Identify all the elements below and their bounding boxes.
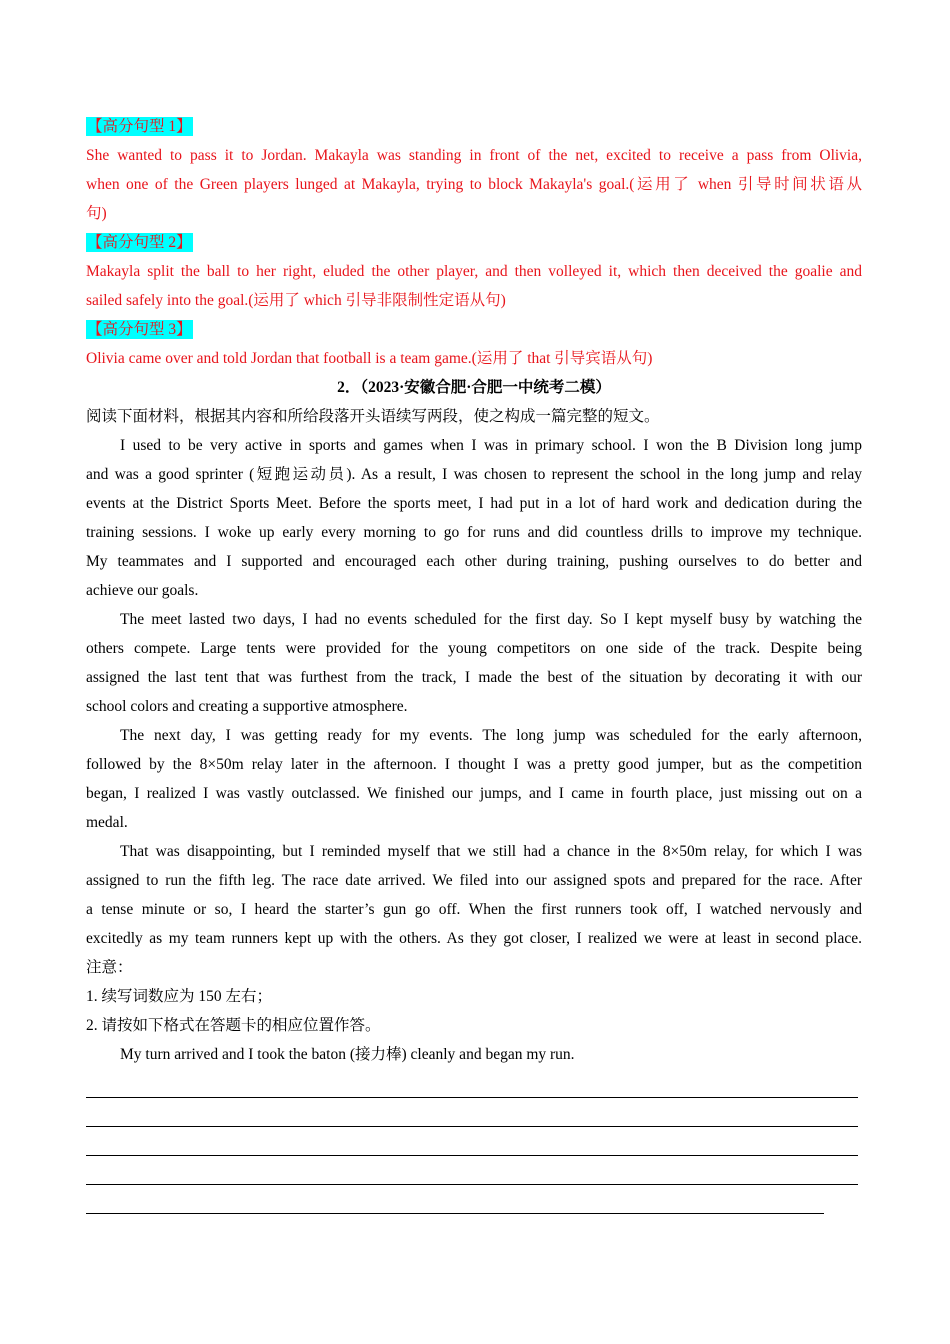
notes-title: 注意： <box>86 959 133 976</box>
question-instruction: 阅读下面材料，根据其内容和所给段落开头语续写两段，使之构成一篇完整的短文。 <box>86 408 660 425</box>
high-score-line: 句) <box>86 205 107 222</box>
high-score-line: She wanted to pass it to Jordan. Makayla was standing in front of the net, excited to receive a pass from Olivia, <box>86 147 862 164</box>
passage-line: The meet lasted two days, I had no events scheduled for the first day. So I kept myself busy by watching the <box>120 611 862 628</box>
passage-line: That was disappointing, but I reminded myself that we still had a chance in the 8×50m relay, for which I was <box>120 843 862 860</box>
answer-line[interactable] <box>86 1185 824 1214</box>
high-score-tag-3: 【高分句型 3】 <box>87 321 192 338</box>
passage-line: events at the District Sports Meet. Before the sports meet, I had put in a lot of hard work and dedication during the <box>86 495 862 512</box>
high-score-block-1 <box>86 112 862 141</box>
note-item: 1. 续写词数应为 150 左右； <box>86 988 273 1005</box>
question-heading: 2．（2023·安徽合肥·合肥一中统考二模） <box>337 379 611 396</box>
high-score-line: Makayla split the ball to her right, eluded the other player, and then volleyed it, which then deceived the goalie and <box>86 263 862 280</box>
high-score-line: when one of the Green players lunged at Makayla, trying to block Makayla's goal.(运用了 when 引导时间状语从 <box>86 176 862 193</box>
passage-line: I used to be very active in sports and games when I was in primary school. I won the B Division long jump <box>120 437 862 454</box>
passage-line: excitedly as my team runners kept up with the others. As they got closer, I realized we were at least in second place. <box>86 930 862 947</box>
answer-area[interactable] <box>86 1069 862 1214</box>
answer-line[interactable] <box>86 1098 858 1127</box>
high-score-line: sailed safely into the goal.(运用了 which 引导非限制性定语从句) <box>86 292 506 309</box>
answer-line[interactable] <box>86 1069 858 1098</box>
high-score-tag-1: 【高分句型 1】 <box>87 118 192 135</box>
high-score-block-3 <box>86 315 862 344</box>
passage-line: medal. <box>86 814 128 831</box>
continuation-start-sentence: My turn arrived and I took the baton (接力棒) cleanly and began my run. <box>120 1046 575 1063</box>
passage-line: assigned to run the fifth leg. The race date arrived. We filed into our assigned spots and prepared for the race. After <box>86 872 862 889</box>
passage-line: assigned the last tent that was furthest from the track, I made the best of the situation by decorating it with our <box>86 669 862 686</box>
note-item: 2. 请按如下格式在答题卡的相应位置作答。 <box>86 1017 381 1034</box>
passage-line: school colors and creating a supportive atmosphere. <box>86 698 408 715</box>
passage-line: began, I realized I was vastly outclassed. We finished our jumps, and I came in fourth place, just missing out on a <box>86 785 862 802</box>
passage-line: and was a good sprinter (短跑运动员). As a result, I was chosen to represent the school in the long jump and relay <box>86 466 862 483</box>
document-page <box>86 112 862 1214</box>
answer-line[interactable] <box>86 1156 858 1185</box>
high-score-block-2 <box>86 228 862 257</box>
passage-line: achieve our goals. <box>86 582 199 599</box>
passage-line: My teammates and I supported and encouraged each other during training, pushing ourselves to do better and <box>86 553 862 570</box>
high-score-tag-2: 【高分句型 2】 <box>87 234 192 251</box>
passage-line: training sessions. I woke up early every morning to go for runs and did countless drills to improve my technique. <box>86 524 862 541</box>
passage-line: others compete. Large tents were provided for the young competitors on one side of the track. Despite being <box>86 640 862 657</box>
passage-line: The next day, I was getting ready for my events. The long jump was scheduled for the early afternoon, <box>120 727 862 744</box>
passage-line: a tense minute or so, I heard the starter’s gun go off. When the first runners took off, I watched nervously and <box>86 901 862 918</box>
answer-line[interactable] <box>86 1127 858 1156</box>
passage-line: followed by the 8×50m relay later in the afternoon. I thought I was a pretty good jumper, but as the competition <box>86 756 862 773</box>
high-score-line: Olivia came over and told Jordan that football is a team game.(运用了 that 引导宾语从句) <box>86 350 653 367</box>
